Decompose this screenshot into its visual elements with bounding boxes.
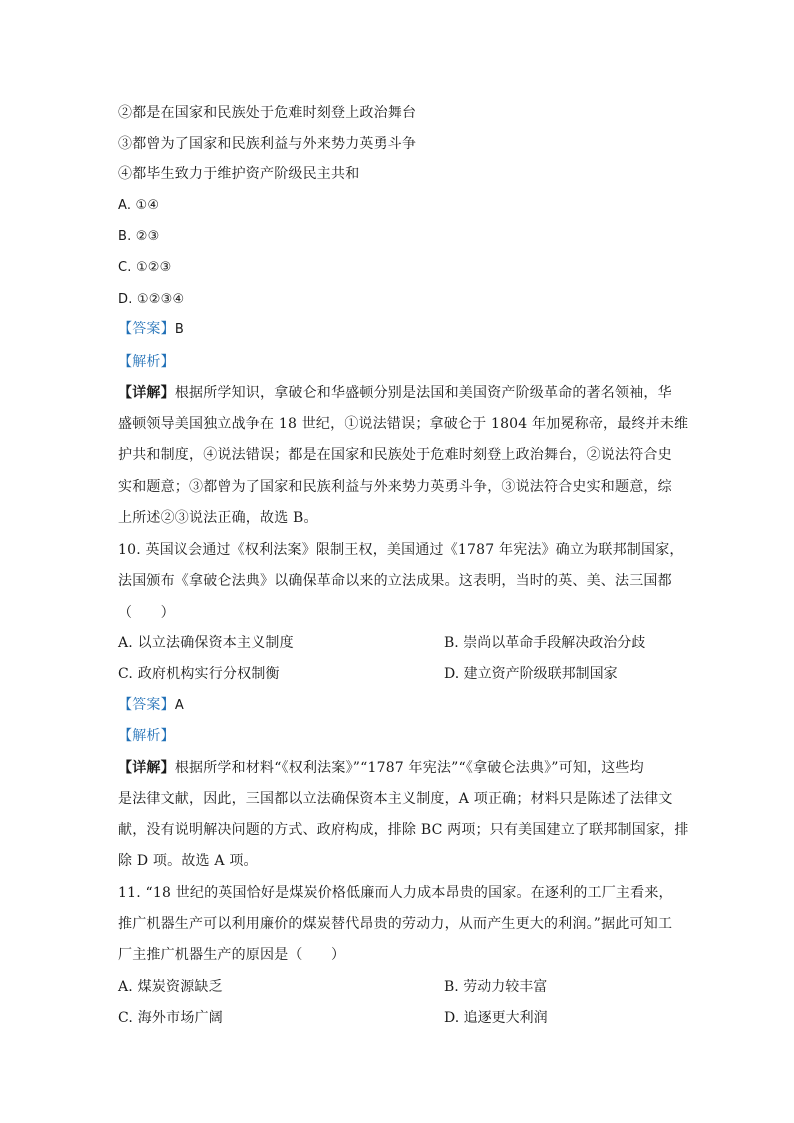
q10-option-d: D. 建立资产阶级联邦制国家 bbox=[444, 666, 618, 682]
q10-detail-line-4: 除 D 项。故选 A 项。 bbox=[118, 853, 258, 869]
q9-option-c: C. ①②③ bbox=[118, 260, 172, 275]
answer-tag: 【答案】 bbox=[118, 697, 175, 713]
q11-option-b: B. 劳动力较丰富 bbox=[444, 979, 548, 995]
q11-option-a: A. 煤炭资源缺乏 bbox=[118, 979, 223, 995]
q11-stem-line-1: 11. “18 世纪的英国恰好是煤炭价格低廉而人力成本昂贵的国家。在逐利的工厂主看来， bbox=[118, 885, 673, 901]
q11-option-c: C. 海外市场广阔 bbox=[118, 1010, 223, 1026]
q9-detail-line-5: 上所述②③说法正确，故选 B。 bbox=[118, 510, 318, 526]
q10-detail-line-1 bbox=[118, 758, 644, 778]
q11-stem-line-2: 推广机器生产可以利用廉价的煤炭替代昂贵的劳动力，从而产生更大的利润。”据此可知工 bbox=[118, 916, 673, 932]
q9-option-a: A. ①④ bbox=[118, 198, 160, 213]
q9-detail-line-4: 实和题意；③都曾为了国家和民族利益与外来势力英勇斗争，③说法符合史实和题意，综 bbox=[118, 479, 672, 495]
q9-answer bbox=[118, 319, 184, 340]
detail-text: 根据所学和材料“《权利法案》”“1787 年宪法”“《拿破仑法典》”可知，这些均 bbox=[174, 760, 644, 776]
q10-analysis-heading bbox=[118, 726, 175, 746]
detail-tag: 【详解】 bbox=[118, 760, 175, 776]
answer-tag: 【答案】 bbox=[118, 321, 175, 337]
q9-statement-2: ②都是在国家和民族处于危难时刻登上政治舞台 bbox=[118, 105, 417, 121]
q9-statement-4: ④都毕生致力于维护资产阶级民主共和 bbox=[118, 166, 360, 182]
detail-tag: 【详解】 bbox=[118, 385, 175, 401]
answer-value: B bbox=[174, 322, 184, 337]
q10-option-a: A. 以立法确保资本主义制度 bbox=[118, 635, 294, 651]
q10-stem-line-1: 10. 英国议会通过《权利法案》限制王权，美国通过《1787 年宪法》确立为联邦制国家， bbox=[118, 542, 684, 558]
q9-detail-line-2: 盛顿领导美国独立战争在 18 世纪，①说法错误；拿破仑于 1804 年加冕称帝，最终并未维 bbox=[118, 416, 689, 432]
q10-answer bbox=[118, 695, 184, 716]
answer-value: A bbox=[174, 698, 184, 713]
q11-stem-line-3: 厂主推广机器生产的原因是（ ） bbox=[118, 947, 346, 963]
detail-text: 根据所学知识，拿破仑和华盛顿分别是法国和美国资产阶级革命的著名领袖，华 bbox=[174, 385, 672, 401]
analysis-tag: 【解析】 bbox=[118, 728, 175, 744]
q9-detail-line-1 bbox=[118, 383, 672, 403]
q9-detail-line-3: 护共和制度，④说法错误；都是在国家和民族处于危难时刻登上政治舞台，②说法符合史 bbox=[118, 447, 672, 463]
q9-option-b: B. ②③ bbox=[118, 229, 160, 244]
q11-option-d: D. 追逐更大利润 bbox=[444, 1010, 548, 1026]
q10-option-c: C. 政府机构实行分权制衡 bbox=[118, 666, 280, 682]
q10-stem-line-3: （ ） bbox=[118, 605, 175, 621]
q9-analysis-heading bbox=[118, 352, 175, 372]
q10-detail-line-2: 是法律文献，因此，三国都以立法确保资本主义制度，A 项正确；材料只是陈述了法律文 bbox=[118, 791, 673, 807]
q9-statement-3: ③都曾为了国家和民族利益与外来势力英勇斗争 bbox=[118, 136, 417, 152]
q10-option-b: B. 崇尚以革命手段解决政治分歧 bbox=[444, 635, 646, 651]
analysis-tag: 【解析】 bbox=[118, 354, 175, 370]
q10-stem-line-2: 法国颁布《拿破仑法典》以确保革命以来的立法成果。这表明，当时的英、美、法三国都 bbox=[118, 573, 672, 589]
q10-detail-line-3: 献，没有说明解决问题的方式、政府构成，排除 BC 两项；只有美国建立了联邦制国家，排 bbox=[118, 822, 689, 838]
q9-option-d: D. ①②③④ bbox=[118, 292, 185, 307]
